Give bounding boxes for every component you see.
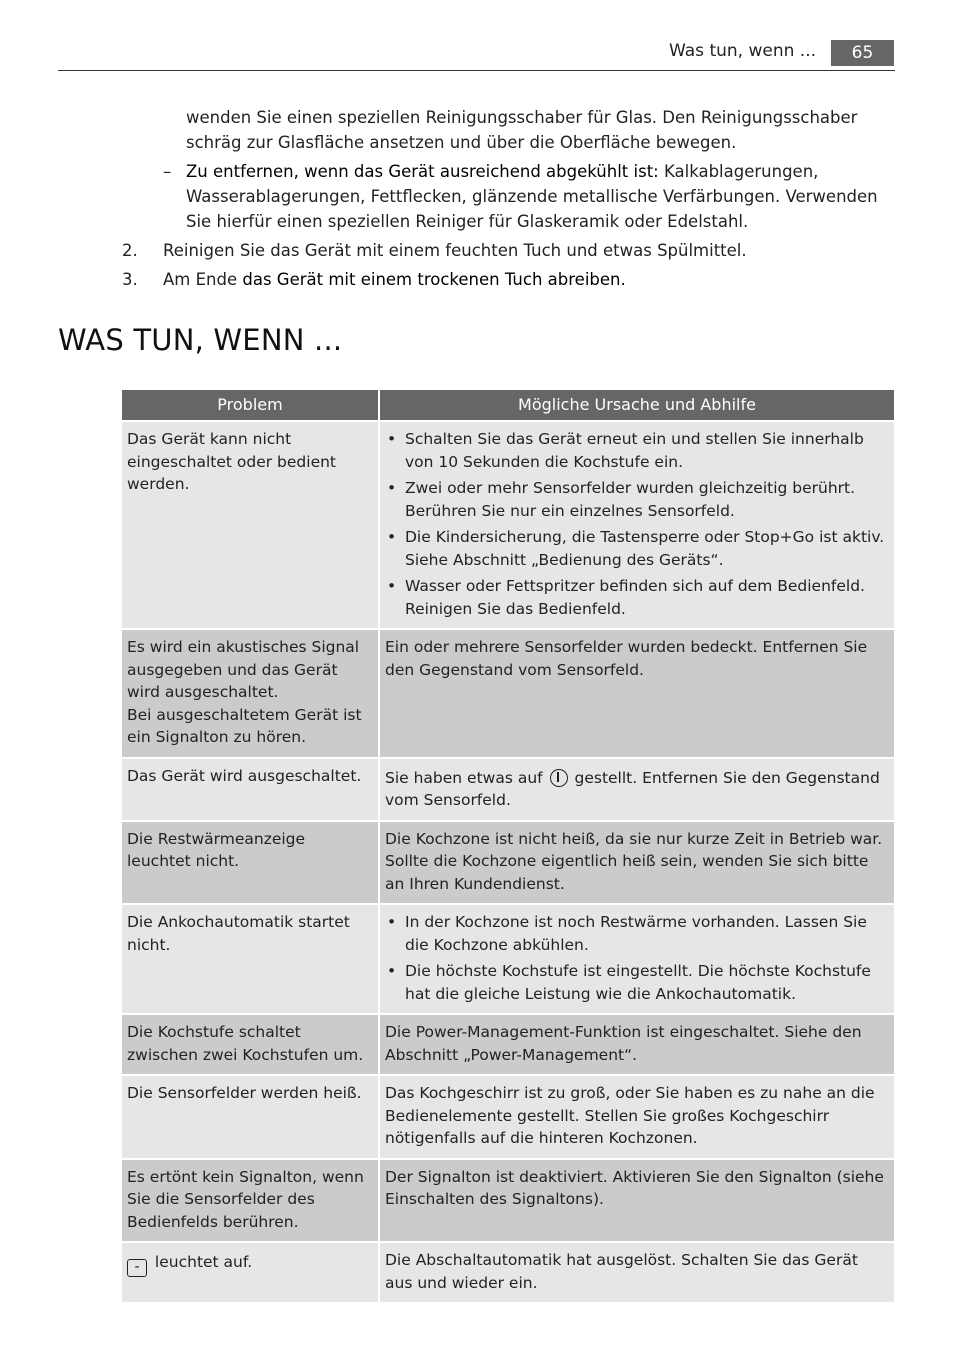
table-row [122, 1158, 894, 1242]
bullet-item: • Schalten Sie das Gerät erneut ein und stellen Sie innerhalb von 10 Sekunden die Kochstufe ein. [385, 428, 889, 473]
step-2 [0, 238, 954, 263]
solution-cell [380, 903, 894, 1013]
step-2-text: Reinigen Sie das Gerät mit einem feuchten Tuch und etwas Spülmittel. [163, 241, 747, 260]
step-3 [0, 267, 954, 292]
solution-text-b: gestellt. Entfernen Sie den Gegenstand vom Sensorfeld. [385, 768, 880, 809]
table-row [122, 757, 894, 820]
table-header-row [122, 390, 894, 420]
problem-cell: Die Ankochautomatik startet nicht. [122, 903, 380, 1013]
step-3-text-b: das Gerät mit einem trockenen Tuch abreiben. [242, 270, 626, 289]
power-icon [550, 769, 568, 787]
table-row [122, 903, 894, 1013]
bullet-item: • Die Kindersicherung, die Tastensperre oder Stop+Go ist aktiv. Siehe Abschnitt „Bedienung des Geräts“. [385, 526, 889, 571]
solution-text-a: Sie haben etwas auf [385, 768, 548, 787]
problem-cell: Das Gerät kann nicht eingeschaltet oder bedient werden. [122, 420, 380, 628]
solution-cell: Die Power-Management-Funktion ist eingeschaltet. Siehe den Abschnitt „Power-Management“. [380, 1013, 894, 1074]
solution-cell: Ein oder mehrere Sensorfelder wurden bedeckt. Entfernen Sie den Gegenstand vom Sensorfeld. [380, 628, 894, 757]
solution-cell: Der Signalton ist deaktiviert. Aktivieren Sie den Signalton (siehe Einschalten des Signaltons). [380, 1158, 894, 1242]
solution-cell [380, 420, 894, 628]
problem-cell: Die Sensorfelder werden heiß. [122, 1074, 380, 1158]
step-3-text-a: Am Ende [163, 270, 243, 289]
problem-cell: Das Gerät wird ausgeschaltet. [122, 757, 380, 820]
bullet-item: • In der Kochzone ist noch Restwärme vorhanden. Lassen Sie die Kochzone abkühlen. [385, 911, 889, 956]
problem-cell: Die Restwärmeanzeige leuchtet nicht. [122, 820, 380, 904]
table-row [122, 628, 894, 757]
problem-text: leuchtet auf. [150, 1253, 253, 1271]
header-solution: Mögliche Ursache und Abhilfe [380, 390, 894, 420]
section-title: WAS TUN, WENN ... [58, 323, 343, 357]
page-number: 65 [831, 40, 894, 66]
solution-cell: Die Kochzone ist nicht heiß, da sie nur kurze Zeit in Betrieb war. Sollte die Kochzone eigentlich heiß sein, wenden Sie sich bitte an Ihren Kundendienst. [380, 820, 894, 904]
step-2-number: 2. [122, 241, 138, 260]
problem-cell: Die Kochstufe schaltet zwischen zwei Kochstufen um. [122, 1013, 380, 1074]
step-3-number: 3. [122, 270, 138, 289]
table-row [122, 1241, 894, 1302]
problem-cell [122, 1241, 380, 1302]
table-row [122, 1074, 894, 1158]
problem-cell: Es ertönt kein Signalton, wenn Sie die Sensorfelder des Bedienfelds berühren. [122, 1158, 380, 1242]
problem-cell [122, 628, 380, 757]
problem-line: Bei ausgeschaltetem Gerät ist ein Signalton zu hören. [127, 705, 362, 746]
table-row [122, 820, 894, 904]
problem-line: Es wird ein akustisches Signal ausgegeben und das Gerät wird ausgeschaltet. [127, 638, 360, 701]
dash-item-heading: Zu entfernen, wenn das Gerät ausreichend abgekühlt ist: [186, 162, 659, 181]
header-rule [58, 70, 895, 71]
dash-item-text: Kalkablagerungen, Wasserablagerungen, Fettflecken, glänzende metallische Verfärbungen. Verwenden Sie hierfür einen speziellen Reiniger für Glaskeramik oder Edelstahl. [186, 162, 878, 231]
minus-display-icon: - [127, 1259, 147, 1277]
intro-section [0, 105, 954, 292]
running-header: Was tun, wenn ... [669, 41, 816, 61]
bullet-item: • Wasser oder Fettspritzer befinden sich auf dem Bedienfeld. Reinigen Sie das Bedienfeld. [385, 575, 889, 620]
solution-cell [380, 757, 894, 820]
header-problem: Problem [122, 390, 380, 420]
bullet-item: • Die höchste Kochstufe ist eingestellt. Die höchste Kochstufe hat die gleiche Leistung wie die Ankochautomatik. [385, 960, 889, 1005]
table-row [122, 420, 894, 628]
solution-cell: Die Abschaltautomatik hat ausgelöst. Schalten Sie das Gerät aus und wieder ein. [380, 1241, 894, 1302]
dash-list-item [0, 159, 892, 234]
dash-marker: – [163, 162, 172, 181]
troubleshooting-table [122, 390, 894, 1302]
intro-continuation: wenden Sie einen speziellen Reinigungsschaber für Glas. Den Reinigungsschaber schräg zur Glasfläche ansetzen und über die Oberfläche bewegen. [186, 108, 858, 152]
table-row [122, 1013, 894, 1074]
bullet-item: • Zwei oder mehr Sensorfelder wurden gleichzeitig berührt. Berühren Sie nur ein einzelnes Sensorfeld. [385, 477, 889, 522]
solution-cell: Das Kochgeschirr ist zu groß, oder Sie haben es zu nahe an die Bedienelemente gestellt. Stellen Sie großes Kochgeschirr nötigenfalls auf die hinteren Kochzonen. [380, 1074, 894, 1158]
